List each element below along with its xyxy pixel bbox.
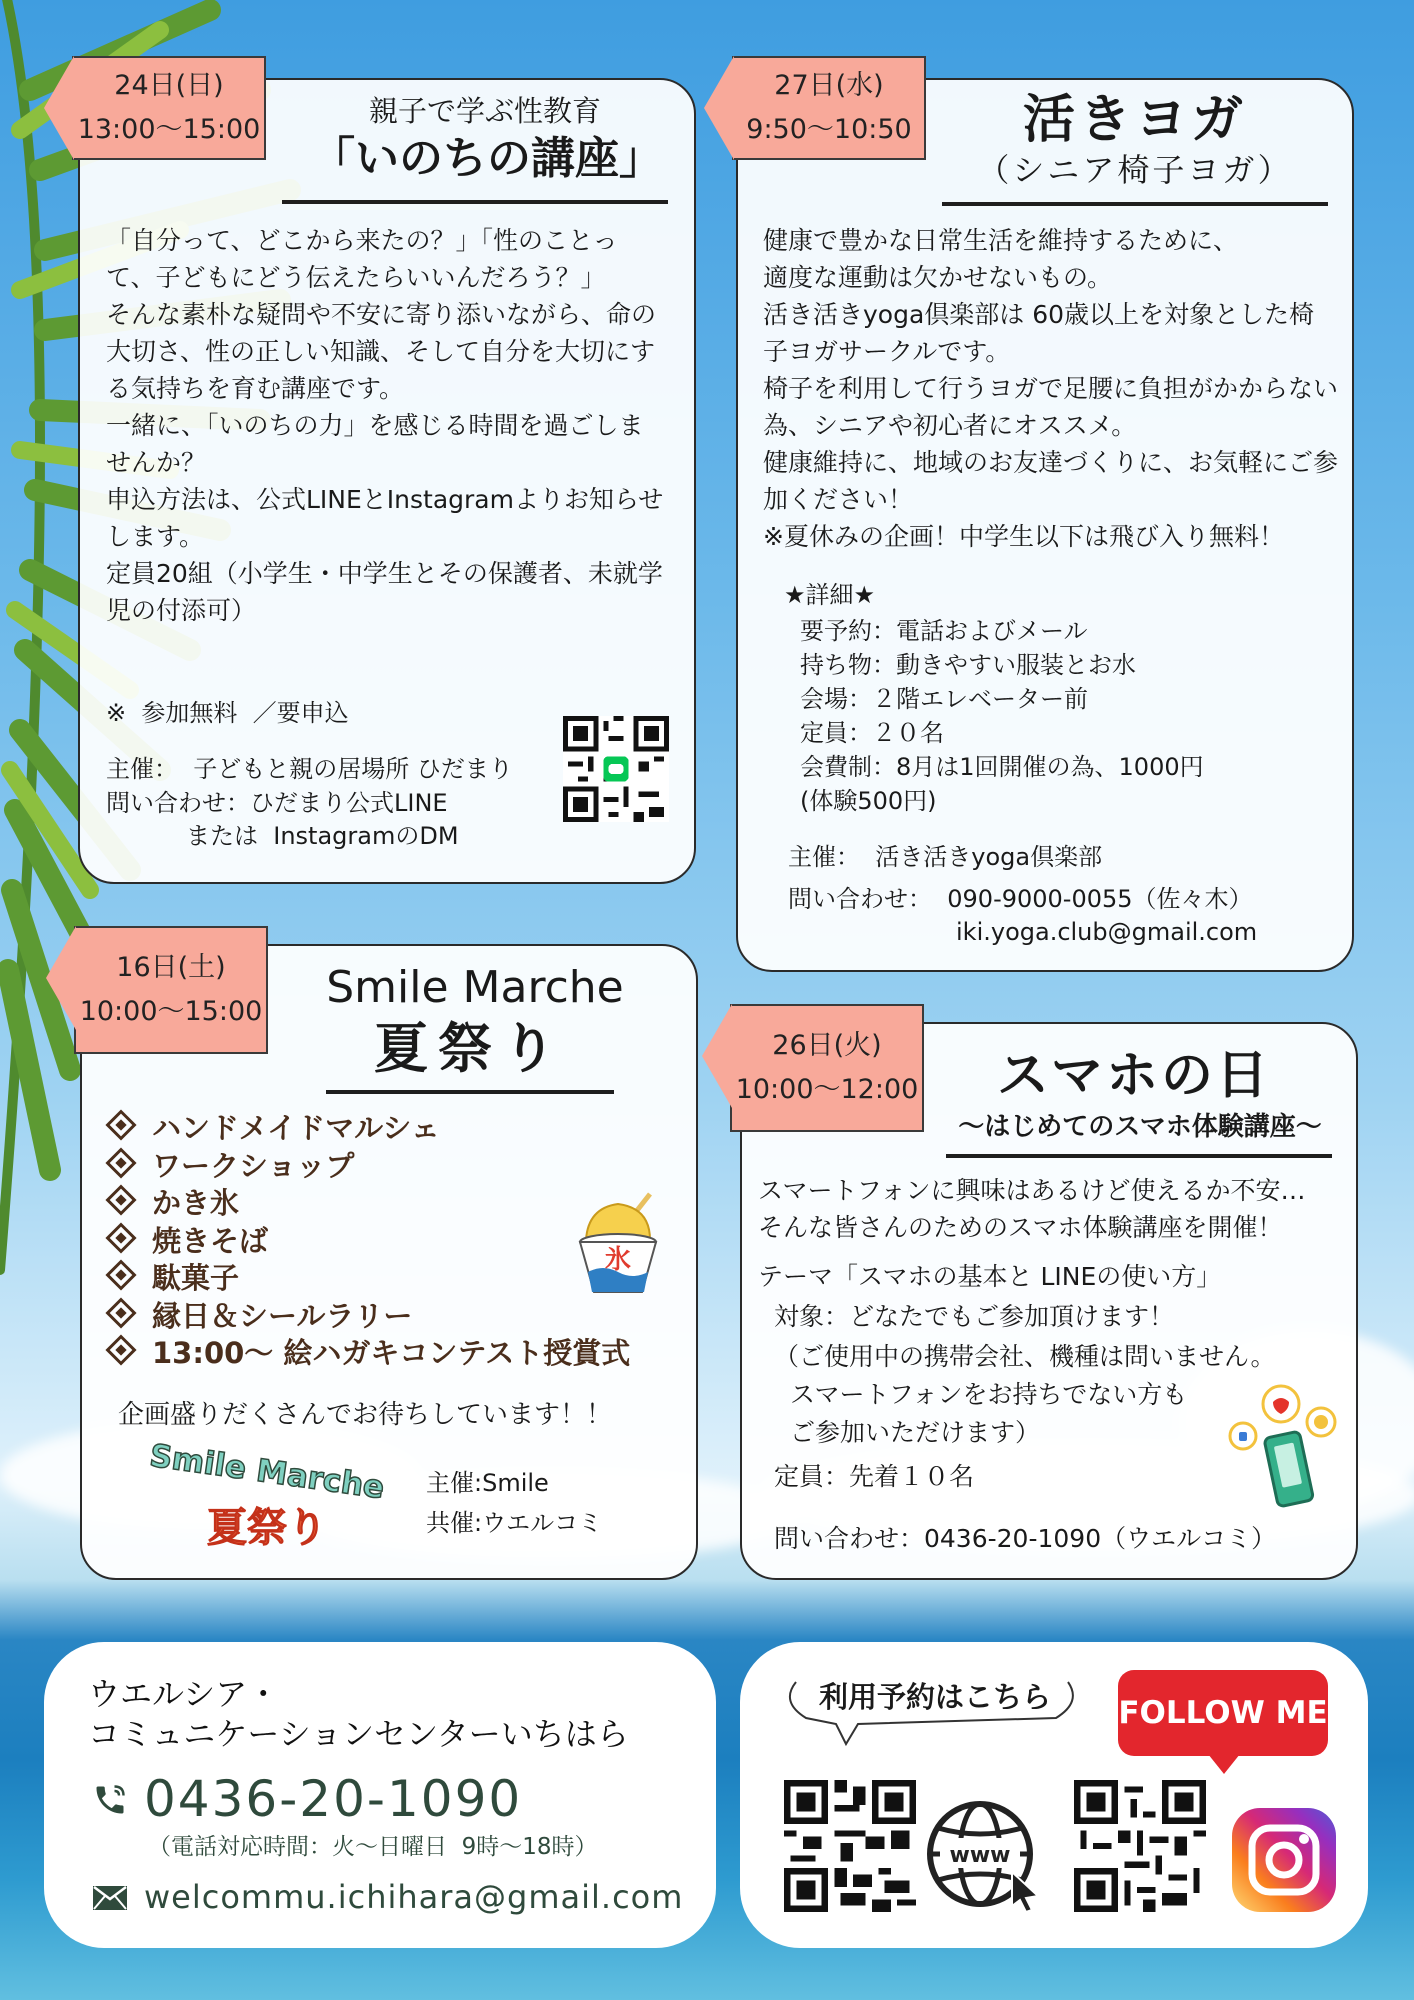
event-email[interactable]: iki.yoga.club@gmail.com	[956, 918, 1258, 946]
website-globe-icon[interactable]	[926, 1800, 1044, 1912]
diamond-bullet-icon	[105, 1334, 136, 1365]
diamond-bullet-icon	[105, 1297, 136, 1328]
diamond-bullet-icon	[105, 1109, 136, 1140]
phone-icon	[92, 1782, 128, 1818]
follow-me-pointer	[1208, 1754, 1240, 1774]
event-date: 26日(火)	[772, 1030, 882, 1061]
program-list	[110, 1110, 630, 1373]
org-name-line1: ウエルシア・	[88, 1675, 280, 1713]
event-intro: スマートフォンに興味はあるけど使えるか不安… そんな皆さんのためのスマホ体験講座を開催！	[758, 1176, 1306, 1242]
instagram-icon[interactable]	[1230, 1806, 1338, 1914]
event-organizer: 主催： 活き活きyoga倶楽部	[788, 843, 1103, 871]
event-title: 活きヨガ	[1022, 90, 1247, 150]
mail-icon	[92, 1884, 128, 1912]
instagram-qr-code-icon[interactable]	[1074, 1780, 1206, 1912]
program-item	[110, 1110, 630, 1148]
center-phone-number[interactable]: 0436-20-1090	[144, 1770, 523, 1828]
detail-item: 定員：２０名	[800, 719, 944, 747]
event-subtitle: 〜はじめてのスマホ体験講座〜	[958, 1112, 1322, 1142]
detail-item: 要予約：電話およびメール	[800, 617, 1088, 645]
diamond-bullet-icon	[105, 1259, 136, 1290]
program-item	[110, 1335, 630, 1373]
event-note: スマートフォンをお持ちでない方も	[790, 1380, 1188, 1409]
event-subtitle: （シニア椅子ヨガ）	[977, 151, 1293, 189]
diamond-bullet-icon	[105, 1222, 136, 1253]
follow-me-label: FOLLOW ME	[1118, 1695, 1328, 1731]
event-description: 「自分って、どこから来たの？」「性のことって、子どもにどう伝えたらいいんだろう？」 そんな素朴な疑問や不安に寄り添いながら、命の大切さ、性の正しい知識、そして自分を大切にする気持ちを育む講座です。 一緒に、「いのちの力」を感じる時間を過ごしませんか？ 申込方法は、公式LINEとInstagramよりお知らせします。 定員20組（小学生・中学生とその保護者、未就学児の付添可）	[106, 226, 664, 625]
details-list	[800, 614, 1320, 818]
follow-me-badge	[1118, 1670, 1328, 1756]
center-email[interactable]: welcommu.ichihara@gmail.com	[144, 1878, 684, 1916]
detail-item: 持ち物：動きやすい服装とお水	[800, 651, 1136, 679]
program-item	[110, 1223, 630, 1261]
detail-item: 会場：２階エレベーター前	[800, 685, 1088, 713]
reservation-qr-code-icon[interactable]	[784, 1780, 916, 1912]
program-item	[110, 1185, 630, 1223]
event-contact-alt: または InstagramのDM	[186, 822, 459, 850]
program-item-label: ハンドメイドマルシェ	[152, 1111, 440, 1145]
program-item-label: 縁日＆シールラリー	[152, 1298, 413, 1333]
closing-message: 企画盛りだくさんでお待ちしています！！	[118, 1400, 613, 1430]
program-item-label: 13:00〜 絵ハガキコンテスト授賞式	[152, 1336, 631, 1370]
org-name-line2: コミュニケーションセンターいちはら	[88, 1715, 629, 1753]
line-qr-code-icon[interactable]	[563, 716, 669, 822]
diamond-bullet-icon	[105, 1147, 136, 1178]
svg-text:www: www	[949, 1843, 1011, 1868]
title-underline	[946, 1154, 1332, 1158]
program-item	[110, 1148, 630, 1186]
svg-text:氷: 氷	[604, 1245, 632, 1275]
title-underline	[326, 1090, 614, 1094]
logo-subtext: 夏祭り	[207, 1505, 327, 1551]
diamond-bullet-icon	[105, 1184, 136, 1215]
smile-marche-logo	[142, 1437, 392, 1552]
event-title: 「いのちの講座」	[311, 133, 663, 184]
event-date: 24日(日)	[114, 70, 224, 101]
event-theme: テーマ「スマホの基本と LINEの使い方」	[758, 1262, 1222, 1291]
date-tag	[74, 926, 268, 1054]
program-item	[110, 1298, 630, 1336]
event-target: 対象：どなたでもご参加頂けます！	[774, 1302, 1175, 1331]
event-contact: 問い合わせ： 090-9000-0055（佐々木）	[788, 885, 1253, 913]
smartphone-illustration-icon	[1228, 1380, 1340, 1510]
event-subtitle: 親子で学ぶ性教育	[368, 94, 601, 128]
date-tag	[732, 56, 926, 160]
event-time: 13:00〜15:00	[77, 114, 261, 145]
details-heading: ★詳細★	[784, 581, 876, 609]
event-title: スマホの日	[997, 1046, 1271, 1106]
event-note: （ご使用中の携帯会社、機種は問いません。	[774, 1342, 1276, 1371]
event-time: 9:50〜10:50	[746, 114, 912, 145]
program-item-label: かき氷	[152, 1186, 240, 1220]
event-title: Smile Marche	[326, 962, 624, 1013]
program-item	[110, 1260, 630, 1298]
title-underline	[942, 202, 1328, 206]
logo-text: Smile Marche	[147, 1437, 387, 1507]
shaved-ice-icon	[566, 1192, 670, 1302]
event-description: 健康で豊かな日常生活を維持するために、 適度な運動は欠かせないもの。 活き活きyoga倶楽部は 60歳以上を対象とした椅子ヨガサークルです。 椅子を利用して行うヨガで足腰に負担がかからない為、シニアや初心者にオススメ。 健康維持に、地域のお友達づくりに、お気軽にご参加ください！ ※夏休みの企画！中学生以下は飛び入り無料！	[763, 226, 1339, 551]
program-item-label: 駄菓子	[152, 1261, 240, 1295]
date-tag	[730, 1004, 924, 1132]
program-item-label: ワークショップ	[152, 1148, 355, 1183]
detail-item: 会費制：8月は1回開催の為、1000円	[800, 753, 1204, 781]
detail-item: (体験500円)	[800, 787, 937, 815]
event-organizer: 主催:Smile	[426, 1469, 549, 1497]
event-subtitle: 夏祭り	[374, 1017, 566, 1080]
event-time: 10:00〜15:00	[79, 996, 263, 1027]
event-contact: 問い合わせ：0436-20-1090（ウエルコミ）	[774, 1524, 1277, 1553]
event-note: ※ 参加無料 ／要申込	[106, 699, 349, 727]
date-tag	[72, 56, 266, 160]
program-item-label: 焼きそば	[152, 1223, 269, 1258]
event-time: 10:00〜12:00	[735, 1074, 919, 1105]
event-note: ご参加いただけます）	[790, 1418, 1041, 1447]
phone-hours: （電話対応時間：火〜日曜日 9時〜18時）	[148, 1834, 598, 1860]
event-organizer: 主催： 子どもと親の居場所 ひだまり	[106, 755, 513, 783]
event-capacity: 定員：先着１０名	[774, 1462, 975, 1491]
event-co-organizer: 共催:ウエルコミ	[426, 1509, 603, 1537]
event-date: 16日(土)	[116, 952, 226, 983]
title-underline	[282, 200, 668, 204]
event-date: 27日(水)	[774, 70, 884, 101]
event-contact: 問い合わせ：ひだまり公式LINE	[106, 789, 448, 817]
reserve-label: 利用予約はこちら	[818, 1680, 1051, 1714]
